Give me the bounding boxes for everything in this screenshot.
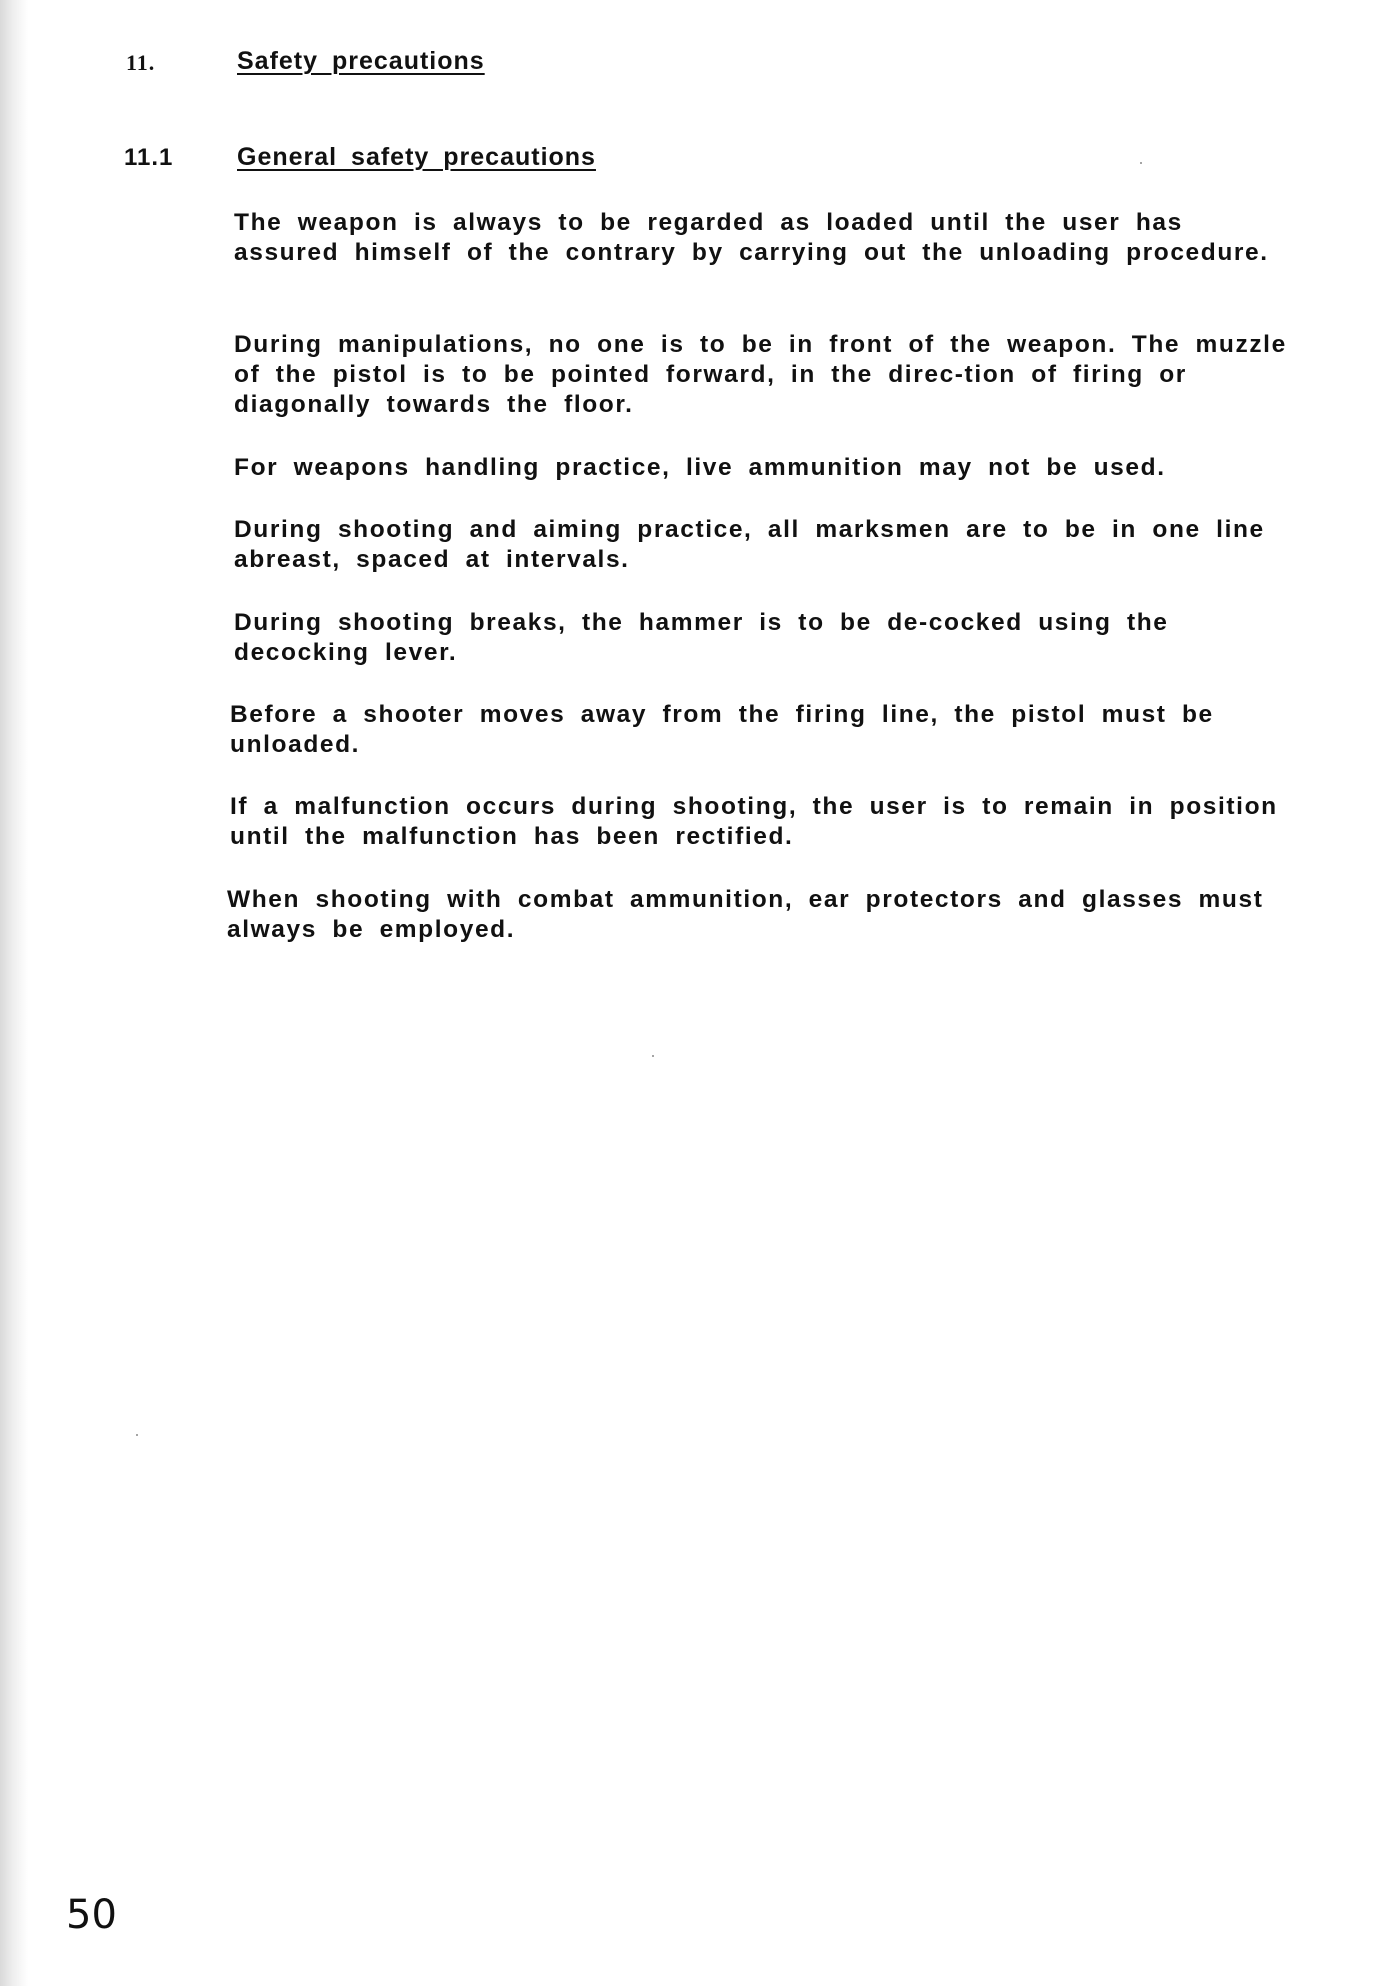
scan-speck — [136, 1434, 138, 1436]
paragraph-shooting-breaks: During shooting breaks, the hammer is to be de-cocked using the decocking lever. — [234, 609, 1169, 666]
subsection-number: 11.1 — [124, 144, 174, 171]
paragraph-manipulations: During manipulations, no one is to be in front of the weapon. The muzzle of the pistol is to be pointed forward, in the direc-tion of firing or diagonally towards the floor. — [234, 331, 1287, 418]
scan-speck — [652, 1055, 654, 1057]
page-number: 50 — [66, 1892, 117, 1938]
paragraph-aiming-practice: During shooting and aiming practice, all marksmen are to be in one line abreast, spaced at intervals. — [234, 516, 1265, 573]
paragraph-combat-ammunition: When shooting with combat ammunition, ear protectors and glasses must always be employed. — [227, 886, 1264, 943]
paragraph-leaving-line: Before a shooter moves away from the firing line, the pistol must be unloaded. — [230, 701, 1214, 758]
paragraph-unloading: The weapon is always to be regarded as loaded until the user has assured himself of the contrary by carrying out the unloading procedure. — [234, 209, 1269, 266]
paragraph-malfunction: If a malfunction occurs during shooting, the user is to remain in position until the malfunction has been rectified. — [230, 793, 1278, 850]
section-number: 11. — [126, 50, 156, 75]
scan-speck — [1140, 162, 1142, 164]
scan-shadow-edge — [0, 0, 28, 1986]
section-title: Safety precautions — [237, 47, 485, 75]
paragraph-handling-practice: For weapons handling practice, live ammunition may not be used. — [234, 454, 1166, 481]
subsection-title: General safety precautions — [237, 143, 596, 171]
